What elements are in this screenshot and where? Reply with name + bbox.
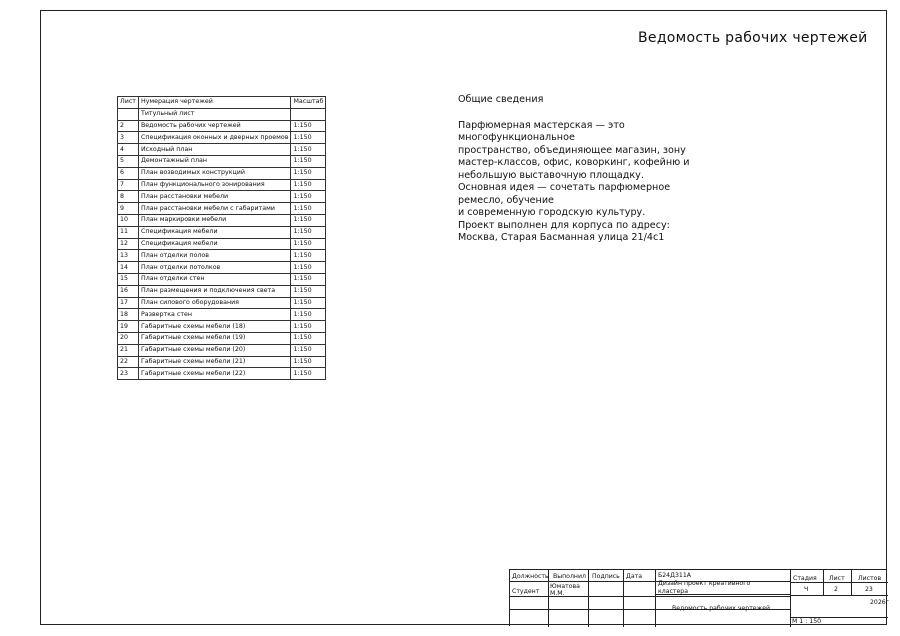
row-scale bbox=[291, 108, 326, 120]
row-scale: 1:150 bbox=[291, 191, 326, 203]
row-scale: 1:150 bbox=[291, 120, 326, 132]
scale-label: М 1 : 150 bbox=[792, 618, 822, 625]
row-drawing-name: План функционального зонирования bbox=[138, 179, 291, 191]
row-drawing-name: Габаритные схемы мебели (21) bbox=[138, 356, 291, 368]
row-sheet-number: 3 bbox=[118, 132, 139, 144]
row-drawing-name: Габаритные схемы мебели (18) bbox=[138, 321, 291, 333]
row-sheet-number: 21 bbox=[118, 344, 139, 356]
row-drawing-name: Исходный план bbox=[138, 144, 291, 156]
stage-label: Стадия bbox=[793, 575, 817, 582]
row-scale: 1:150 bbox=[291, 226, 326, 238]
row-sheet-number: 7 bbox=[118, 179, 139, 191]
general-info-line: Проект выполнен для корпуса по адресу: bbox=[458, 219, 670, 231]
row-scale: 1:150 bbox=[291, 344, 326, 356]
row-sheet-number: 22 bbox=[118, 356, 139, 368]
general-info-line: Основная идея — сочетать парфюмерное bbox=[458, 182, 671, 193]
general-info-line: и современную городскую культуру. bbox=[458, 207, 646, 218]
row-scale: 1:150 bbox=[291, 214, 326, 226]
row-drawing-name: Титульный лист bbox=[138, 108, 291, 120]
row-drawing-name: Спецификация мебели bbox=[138, 238, 291, 250]
table-row bbox=[118, 226, 326, 238]
author-initials: М.М. bbox=[550, 590, 565, 597]
row-drawing-name: Ведомость рабочих чертежей bbox=[138, 120, 291, 132]
table-row bbox=[118, 297, 326, 309]
table-row bbox=[118, 356, 326, 368]
row-drawing-name: План расстановки мебели с габаритами bbox=[138, 203, 291, 215]
row-scale: 1:150 bbox=[291, 309, 326, 321]
row-drawing-name: План расстановки мебели bbox=[138, 191, 291, 203]
table-row bbox=[118, 309, 326, 321]
row-sheet-number: 4 bbox=[118, 144, 139, 156]
row-drawing-name: Спецификация оконных и дверных проемов bbox=[138, 132, 291, 144]
row-drawing-name: План отделки полов bbox=[138, 250, 291, 262]
table-row bbox=[118, 332, 326, 344]
row-drawing-name: Демонтажный план bbox=[138, 155, 291, 167]
row-drawing-name: Габаритные схемы мебели (20) bbox=[138, 344, 291, 356]
sheet-value: 2 bbox=[834, 586, 838, 593]
table-row bbox=[118, 120, 326, 132]
row-scale: 1:150 bbox=[291, 273, 326, 285]
row-sheet-number: 5 bbox=[118, 155, 139, 167]
table-row bbox=[118, 108, 326, 120]
table-row bbox=[118, 191, 326, 203]
row-sheet-number: 8 bbox=[118, 191, 139, 203]
row-drawing-name: Спецификация мебели bbox=[138, 226, 291, 238]
table-row bbox=[118, 214, 326, 226]
row-sheet-number: 20 bbox=[118, 332, 139, 344]
row-drawing-name: План размещения и подключения света bbox=[138, 285, 291, 297]
table-row bbox=[118, 203, 326, 215]
header-sheet: Лист bbox=[118, 97, 139, 109]
row-sheet-number: 12 bbox=[118, 238, 139, 250]
row-sheet-number: 2 bbox=[118, 120, 139, 132]
general-info-line: многофункциональное bbox=[458, 132, 575, 143]
title-block bbox=[509, 569, 887, 626]
header-name: Нумерация чертежей bbox=[138, 97, 291, 109]
table-row bbox=[118, 321, 326, 333]
row-sheet-number: 16 bbox=[118, 285, 139, 297]
sheet-name: Ведомость рабочих чертежей bbox=[672, 605, 771, 612]
table-row bbox=[118, 132, 326, 144]
row-drawing-name: Развертка стен bbox=[138, 309, 291, 321]
table-row bbox=[118, 155, 326, 167]
table-row bbox=[118, 262, 326, 274]
table-row bbox=[118, 344, 326, 356]
col-position: Должность bbox=[512, 573, 549, 580]
row-sheet-number: 9 bbox=[118, 203, 139, 215]
row-drawing-name: Габаритные схемы мебели (22) bbox=[138, 368, 291, 380]
row-scale: 1:150 bbox=[291, 250, 326, 262]
row-drawing-name: План отделки стен bbox=[138, 273, 291, 285]
row-drawing-name: План силового оборудования bbox=[138, 297, 291, 309]
row-scale: 1:150 bbox=[291, 167, 326, 179]
general-info-line: пространство, объединяющее магазин, зону bbox=[458, 144, 686, 156]
table-row bbox=[118, 179, 326, 191]
row-scale: 1:150 bbox=[291, 321, 326, 333]
row-sheet-number: 23 bbox=[118, 368, 139, 380]
row-scale: 1:150 bbox=[291, 155, 326, 167]
project-line-1: Дизайн проект креативного bbox=[658, 580, 751, 587]
year: 2026г bbox=[870, 599, 889, 606]
row-drawing-name: Габаритные схемы мебели (19) bbox=[138, 332, 291, 344]
row-scale: 1:150 bbox=[291, 262, 326, 274]
row-sheet-number: 14 bbox=[118, 262, 139, 274]
row-scale: 1:150 bbox=[291, 285, 326, 297]
row-scale: 1:150 bbox=[291, 132, 326, 144]
col-date: Дата bbox=[626, 573, 643, 580]
stage-value: Ч bbox=[804, 586, 809, 593]
table-row bbox=[118, 144, 326, 156]
row-sheet-number: 11 bbox=[118, 226, 139, 238]
general-info-line: небольшую выставочную площадку. bbox=[458, 169, 644, 181]
row-scale: 1:150 bbox=[291, 356, 326, 368]
general-info-line: Москва, Старая Басманная улица 21/4с1 bbox=[458, 232, 665, 243]
row-sheet-number: 19 bbox=[118, 321, 139, 333]
author-surname: Юматова bbox=[550, 583, 580, 590]
header-scale: Масштаб bbox=[291, 97, 326, 109]
table-row bbox=[118, 250, 326, 262]
row-sheet-number: 17 bbox=[118, 297, 139, 309]
project-code: Б24Д311А bbox=[658, 572, 691, 579]
sheet-label: Лист bbox=[829, 575, 845, 582]
row-drawing-name: План возводимых конструкций bbox=[138, 167, 291, 179]
row-sheet-number: 15 bbox=[118, 273, 139, 285]
general-info-line: мастер-классов, офис, коворкинг, кофейню и bbox=[458, 157, 690, 168]
row-scale: 1:150 bbox=[291, 238, 326, 250]
col-signature: Подпись bbox=[592, 573, 620, 580]
row-scale: 1:150 bbox=[291, 332, 326, 344]
row-scale: 1:150 bbox=[291, 297, 326, 309]
general-info bbox=[458, 94, 698, 245]
drawing-list-body bbox=[118, 108, 326, 379]
row-drawing-name: План отделки потолков bbox=[138, 262, 291, 274]
table-row bbox=[118, 167, 326, 179]
row-sheet-number bbox=[118, 108, 139, 120]
position-value: Студент bbox=[512, 588, 540, 595]
table-row bbox=[118, 368, 326, 380]
row-sheet-number: 13 bbox=[118, 250, 139, 262]
general-info-line: Парфюмерная мастерская — это bbox=[458, 119, 625, 131]
row-scale: 1:150 bbox=[291, 368, 326, 380]
drawing-list-table bbox=[117, 96, 326, 380]
col-done-by: Выполнил bbox=[553, 573, 586, 580]
general-info-heading: Общие сведения bbox=[458, 94, 544, 105]
table-row bbox=[118, 238, 326, 250]
row-sheet-number: 10 bbox=[118, 214, 139, 226]
row-drawing-name: План маркировки мебели bbox=[138, 214, 291, 226]
general-info-line: ремесло, обучение bbox=[458, 194, 554, 206]
sheets-value: 23 bbox=[865, 586, 873, 593]
table-header-row bbox=[118, 97, 326, 109]
row-sheet-number: 6 bbox=[118, 167, 139, 179]
table-row bbox=[118, 273, 326, 285]
sheet-title: Ведомость рабочих чертежей bbox=[638, 30, 868, 46]
row-scale: 1:150 bbox=[291, 203, 326, 215]
row-scale: 1:150 bbox=[291, 179, 326, 191]
sheets-label: Листов bbox=[858, 575, 882, 582]
row-sheet-number: 18 bbox=[118, 309, 139, 321]
general-info-text bbox=[458, 120, 698, 245]
table-row bbox=[118, 285, 326, 297]
project-line-2: кластера bbox=[658, 588, 689, 595]
row-scale: 1:150 bbox=[291, 144, 326, 156]
